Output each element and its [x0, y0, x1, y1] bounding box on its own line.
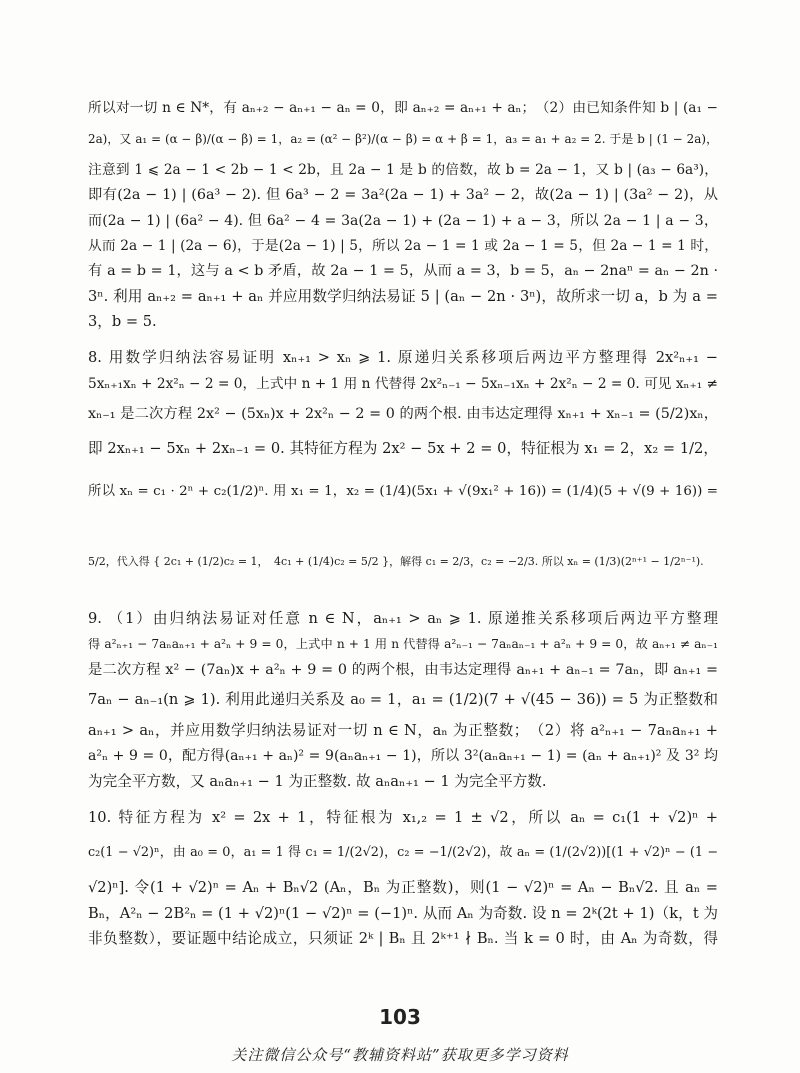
- text-line: aₙ₊₁ > aₙ，并应用数学归纳法易证对一切 n ∈ N，aₙ 为正整数； （2）将 a²ₙ₊₁ − 7aₙaₙ₊₁ +: [88, 722, 718, 739]
- text-line: 所以 xₙ = c₁ · 2ⁿ + c₂(1/2)ⁿ. 用 x₁ = 1，x₂ = (1/4)(5x₁ + √(9x₁² + 16)) = (1/4)(5 + √(9 + 16)) =: [88, 484, 718, 499]
- text-line: 从而 2a − 1 | (2a − 6)，于是(2a − 1) | 5，所以 2a − 1 = 1 或 2a − 1 = 5，但 2a − 1 = 1 时，: [88, 238, 718, 254]
- text-line: xₙ₋₁ 是二次方程 2x² − (5xₙ)x + 2x²ₙ − 2 = 0 的两个根. 由韦达定理得 xₙ₊₁ + xₙ₋₁ = (5/2)xₙ，: [88, 406, 718, 422]
- text-line: 5/2，代入得 { 2c₁ + (1/2)c₂ = 1， 4c₁ + (1/4)c₂ = 5/2 }，解得 c₁ = 2/3，c₂ = −2/3. 所以 xₙ = (1/3)(2ⁿ⁺¹ − 1/2ⁿ⁻¹).: [88, 555, 704, 568]
- text-line: 有 a = b = 1，这与 a < b 矛盾，故 2a − 1 = 5，从而 a = 3，b = 5，aₙ − 2naⁿ = aₙ − 2n ·: [88, 263, 718, 279]
- text-line: 是二次方程 x² − (7aₙ)x + a²ₙ + 9 = 0 的两个根，由韦达定理得 aₙ₊₁ + aₙ₋₁ = 7aₙ，即 aₙ₊₁ =: [88, 662, 718, 678]
- page-number: 103: [379, 1005, 421, 1029]
- problem-10-heading-line: 10. 特征方程为 x² = 2x + 1，特征根为 x₁,₂ = 1 ± √2，所以 aₙ = c₁(1 + √2)ⁿ +: [88, 809, 718, 826]
- footer-watermark-text: 关注微信公众号“教辅资料站”获取更多学习资料: [231, 1046, 569, 1064]
- text-line: c₂(1 − √2)ⁿ，由 a₀ = 0，a₁ = 1 得 c₁ = 1/(2√2)，c₂ = −1/(2√2)，故 aₙ = (1/(2√2))[(1 + √2)ⁿ − (1 −: [88, 845, 718, 860]
- text-line: 7aₙ − aₙ₋₁(n ⩾ 1). 利用此递归关系及 a₀ = 1，a₁ = (1/2)(7 + √(45 − 36)) = 5 为正整数和: [88, 691, 718, 708]
- text-line: 5xₙ₊₁xₙ + 2x²ₙ − 2 = 0，上式中 n + 1 用 n 代替得 2x²ₙ₋₁ − 5xₙ₋₁xₙ + 2x²ₙ − 2 = 0. 可见 xₙ₊₁ ≠: [88, 376, 719, 392]
- text-line: a²ₙ + 9 = 0，配方得(aₙ₊₁ + aₙ)² = 9(aₙaₙ₊₁ − 1)，所以 3²(aₙaₙ₊₁ − 1) = (aₙ + aₙ₊₁)² 及 3² 均: [88, 748, 718, 764]
- text-line: √2)ⁿ]. 令(1 + √2)ⁿ = Aₙ + Bₙ√2 (Aₙ，Bₙ 为正整数)，则(1 − √2)ⁿ = Aₙ − Bₙ√2. 且 aₙ =: [88, 879, 718, 896]
- text-line: 非负整数），要证题中结论成立，只须证 2ᵏ | Bₙ 且 2ᵏ⁺¹ ∤ Bₙ. 当 k = 0 时，由 Aₙ 为奇数，得: [88, 930, 718, 947]
- text-line: Bₙ，A²ₙ − 2B²ₙ = (1 + √2)ⁿ(1 − √2)ⁿ = (−1)ⁿ. 从而 Aₙ 为奇数. 设 n = 2ᵏ(2t + 1)（k，t 为: [88, 905, 718, 922]
- problem-8-heading-line: 8. 用数学归纳法容易证明 xₙ₊₁ > xₙ ⩾ 1. 原递归关系移项后两边平方整理得 2x²ₙ₊₁ −: [88, 349, 718, 366]
- text-line: 3ⁿ. 利用 aₙ₊₂ = aₙ₊₁ + aₙ 并应用数学归纳法易证 5 | (aₙ − 2n · 3ⁿ)，故所求一切 a，b 为 a =: [88, 288, 718, 305]
- text-line: 即有(2a − 1) | (6a³ − 2). 但 6a³ − 2 = 3a²(2a − 1) + 3a² − 2，故(2a − 1) | (3a² − 2)，从: [88, 187, 718, 203]
- text-line: 即 2xₙ₊₁ − 5xₙ + 2xₙ₋₁ = 0. 其特征方程为 2x² − 5x + 2 = 0，特征根为 x₁ = 2，x₂ = 1/2，: [88, 440, 718, 457]
- text-line: 3，b = 5.: [88, 313, 157, 330]
- text-line: 而(2a − 1) | (6a² − 4). 但 6a² − 4 = 3a(2a − 1) + (2a − 1) + a − 3，所以 2a − 1 | a − 3，: [88, 213, 718, 229]
- text-line: 2a)，又 a₁ = (α − β)/(α − β) = 1，a₂ = (α² − β²)/(α − β) = α + β = 1，a₃ = a₁ + a₂ = 2. 于是 b | (1 − 2a)，: [88, 132, 718, 146]
- text-line: 为完全平方数，又 aₙaₙ₊₁ − 1 为正整数. 故 aₙaₙ₊₁ − 1 为完全平方数.: [88, 773, 547, 790]
- text-line: 得 a²ₙ₊₁ − 7aₙaₙ₊₁ + a²ₙ + 9 = 0，上式中 n + 1 用 n 代替得 a²ₙ₋₁ − 7aₙaₙ₋₁ + a²ₙ + 9 = 0，故 aₙ₊₁ ≠ aₙ₋₁: [88, 637, 718, 651]
- problem-9-heading-line: 9. （1）由归纳法易证对任意 n ∈ N，aₙ₊₁ > aₙ ⩾ 1. 原递推关系移项后两边平方整理: [88, 610, 718, 627]
- text-line: 注意到 1 ⩽ 2a − 1 < 2b − 1 < 2b，且 2a − 1 是 b 的倍数，故 b = 2a − 1，又 b | (a₃ − 6a³)，: [88, 162, 718, 178]
- text-line: 所以对一切 n ∈ N*，有 aₙ₊₂ − aₙ₊₁ − aₙ = 0，即 aₙ₊₂ = aₙ₊₁ + aₙ； （2）由已知条件知 b | (a₁ −: [88, 100, 718, 116]
